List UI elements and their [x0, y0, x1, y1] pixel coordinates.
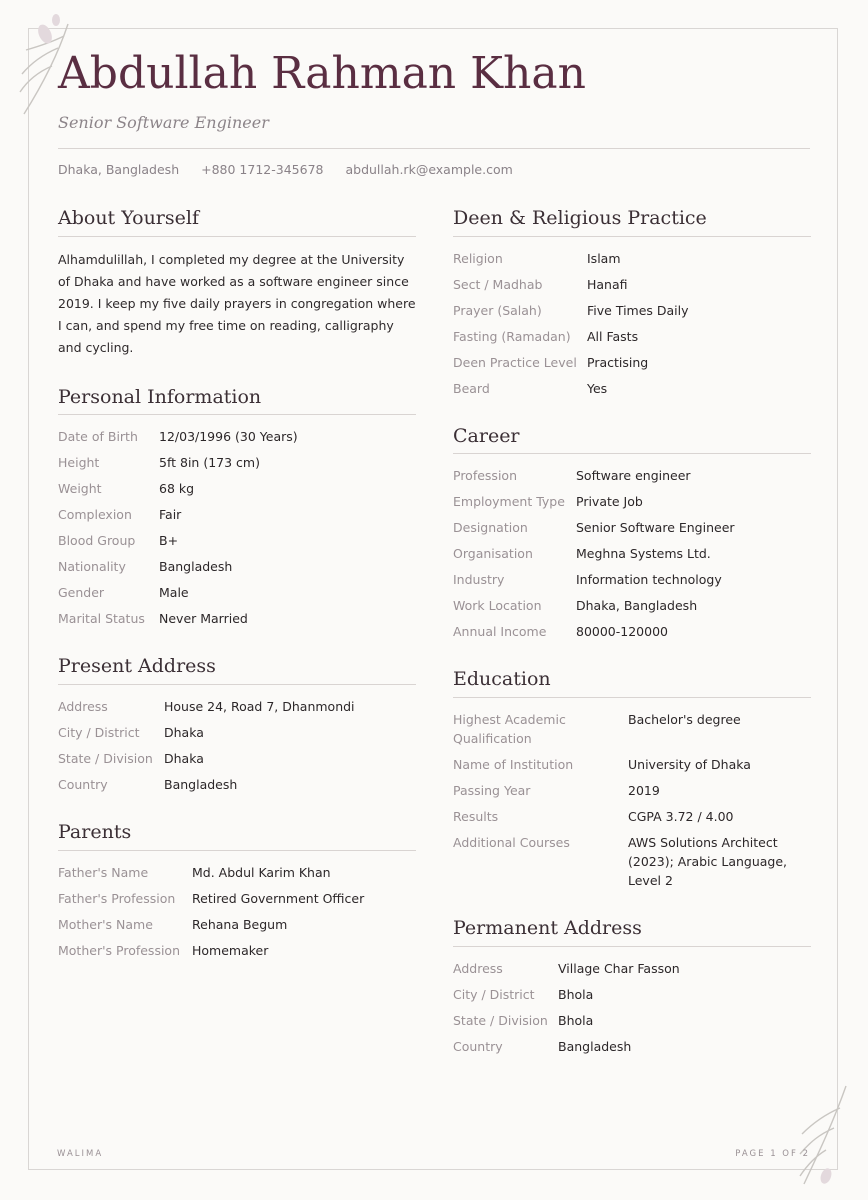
- info-row: [58, 915, 416, 934]
- info-row: [58, 557, 416, 576]
- field-value: Male: [159, 585, 189, 601]
- field-value: Bangladesh: [558, 1038, 632, 1054]
- field-value: Fair: [159, 507, 182, 523]
- info-row: [453, 327, 811, 346]
- footer-page-number: PAGE 1 OF 2: [735, 1149, 810, 1159]
- field-label: Address: [453, 960, 503, 976]
- info-row: [58, 697, 416, 716]
- field-label: Address: [58, 699, 108, 715]
- info-row: [453, 353, 811, 372]
- permanent-address-section: [453, 916, 811, 1056]
- field-label: Fasting (Ramadan): [453, 328, 571, 344]
- info-row: [453, 249, 811, 268]
- field-value: Bhola: [558, 986, 594, 1002]
- info-row: [58, 427, 416, 446]
- info-row: [58, 941, 416, 960]
- deen-section: [453, 206, 811, 398]
- field-value: Bangladesh: [164, 777, 238, 793]
- info-row: [453, 275, 811, 294]
- info-row: [58, 749, 416, 768]
- info-row: [58, 479, 416, 498]
- field-label: Date of Birth: [58, 429, 138, 445]
- info-row: [453, 833, 811, 890]
- field-value: CGPA 3.72 / 4.00: [628, 809, 734, 825]
- info-row: [453, 781, 811, 800]
- field-value: Dhaka: [164, 725, 204, 741]
- info-row: [58, 531, 416, 550]
- field-value: Bachelor's degree: [628, 712, 741, 728]
- info-row: [453, 710, 811, 748]
- field-label: Complexion: [58, 507, 132, 523]
- section-title: Permanent Address: [453, 916, 811, 947]
- section-title: Career: [453, 424, 811, 455]
- field-label: Nationality: [58, 559, 126, 575]
- contact-line: [58, 162, 513, 177]
- field-value: 5ft 8in (173 cm): [159, 455, 260, 471]
- field-label: Gender: [58, 585, 105, 601]
- field-label: Religion: [453, 250, 503, 266]
- profile-name: Abdullah Rahman Khan: [58, 48, 586, 99]
- info-row: [453, 379, 811, 398]
- career-section: [453, 424, 811, 642]
- field-label: Prayer (Salah): [453, 302, 542, 318]
- section-title: About Yourself: [58, 206, 416, 237]
- info-row: [453, 492, 811, 511]
- field-label: Annual Income: [453, 624, 547, 640]
- field-value: University of Dhaka: [628, 757, 751, 773]
- field-label: Country: [58, 777, 108, 793]
- section-title: Present Address: [58, 654, 416, 685]
- right-column: [453, 206, 811, 1082]
- field-value: 80000-120000: [576, 624, 668, 640]
- field-value: Five Times Daily: [587, 302, 689, 318]
- field-label: Work Location: [453, 598, 542, 614]
- field-value: Md. Abdul Karim Khan: [192, 864, 331, 880]
- education-section: [453, 667, 811, 890]
- field-label: State / Division: [453, 1012, 548, 1028]
- field-label: Weight: [58, 481, 102, 497]
- profile-title: Senior Software Engineer: [58, 113, 269, 132]
- field-value: Village Char Fasson: [558, 960, 680, 976]
- info-list: [58, 863, 416, 960]
- field-label: Additional Courses: [453, 835, 570, 851]
- about-text: Alhamdulillah, I completed my degree at the University of Dhaka and have worked as a software engineer since 2019. I keep my five daily prayers in congregation where I can, and spend my free time on reading, calligraphy and cycling.: [58, 251, 416, 355]
- field-label: Mother's Name: [58, 916, 153, 932]
- field-value: Practising: [587, 354, 649, 370]
- info-row: [453, 570, 811, 589]
- field-value: B+: [159, 533, 179, 549]
- info-row: [453, 622, 811, 641]
- field-label: Marital Status: [58, 611, 145, 627]
- info-row: [453, 301, 811, 320]
- info-list: [453, 466, 811, 641]
- field-label: Beard: [453, 380, 490, 396]
- field-label: Name of Institution: [453, 757, 574, 773]
- field-label: Profession: [453, 468, 517, 484]
- field-value: 2019: [628, 783, 660, 799]
- info-row: [453, 959, 811, 978]
- field-value: All Fasts: [587, 328, 639, 344]
- parents-section: [58, 820, 416, 960]
- field-label: Father's Name: [58, 864, 149, 880]
- field-label: Mother's Profession: [58, 942, 180, 958]
- field-label: City / District: [453, 986, 535, 1002]
- field-label: City / District: [58, 725, 140, 741]
- field-value: Retired Government Officer: [192, 890, 365, 906]
- field-value: Rehana Begum: [192, 916, 288, 932]
- field-label: Highest Academic Qualification: [453, 712, 566, 747]
- info-list: [453, 959, 811, 1056]
- footer-brand: WALIMA: [57, 1149, 104, 1159]
- field-value: House 24, Road 7, Dhanmondi: [164, 699, 355, 715]
- field-value: AWS Solutions Architect (2023); Arabic Language, Level 2: [628, 835, 788, 889]
- field-value: Bangladesh: [159, 559, 233, 575]
- field-value: Never Married: [159, 611, 248, 627]
- info-row: [453, 807, 811, 826]
- info-row: [453, 1037, 811, 1056]
- info-row: [58, 505, 416, 524]
- info-list: [453, 249, 811, 398]
- info-list: [58, 697, 416, 794]
- section-title: Personal Information: [58, 385, 416, 416]
- field-label: Father's Profession: [58, 890, 176, 906]
- field-value: Bhola: [558, 1012, 594, 1028]
- personal-section: [58, 385, 416, 629]
- present-address-section: [58, 654, 416, 794]
- contact-phone: +880 1712-345678: [201, 162, 324, 177]
- info-row: [453, 466, 811, 485]
- field-label: Employment Type: [453, 494, 565, 510]
- field-label: Blood Group: [58, 533, 136, 549]
- field-value: Homemaker: [192, 942, 269, 958]
- field-value: Meghna Systems Ltd.: [576, 546, 711, 562]
- field-value: 68 kg: [159, 481, 195, 497]
- info-row: [453, 985, 811, 1004]
- info-list: [453, 710, 811, 890]
- field-label: Sect / Madhab: [453, 276, 543, 292]
- contact-location: Dhaka, Bangladesh: [58, 162, 180, 177]
- field-value: Hanafi: [587, 276, 628, 292]
- field-label: Height: [58, 455, 100, 471]
- info-row: [58, 583, 416, 602]
- info-row: [453, 1011, 811, 1030]
- section-title: Deen & Religious Practice: [453, 206, 811, 237]
- field-value: Islam: [587, 250, 621, 266]
- field-value: Dhaka: [164, 751, 204, 767]
- info-row: [453, 544, 811, 563]
- field-value: 12/03/1996 (30 Years): [159, 429, 298, 445]
- field-value: Private Job: [576, 494, 643, 510]
- field-value: Information technology: [576, 572, 722, 588]
- info-row: [453, 518, 811, 537]
- info-row: [58, 775, 416, 794]
- field-label: Results: [453, 809, 499, 825]
- info-list: [58, 427, 416, 628]
- field-label: Country: [453, 1038, 503, 1054]
- header-divider: [58, 148, 810, 149]
- field-label: State / Division: [58, 751, 153, 767]
- info-row: [58, 889, 416, 908]
- about-section: [58, 206, 416, 359]
- field-value: Yes: [587, 380, 608, 396]
- info-row: [58, 723, 416, 742]
- field-value: Senior Software Engineer: [576, 520, 735, 536]
- field-label: Designation: [453, 520, 528, 536]
- info-row: [453, 596, 811, 615]
- info-row: [58, 453, 416, 472]
- left-column: [58, 206, 416, 986]
- field-label: Passing Year: [453, 783, 531, 799]
- leaf-branch-icon: [796, 1080, 858, 1190]
- info-row: [58, 609, 416, 628]
- field-label: Industry: [453, 572, 505, 588]
- contact-email: abdullah.rk@example.com: [345, 162, 513, 177]
- field-label: Organisation: [453, 546, 533, 562]
- field-value: Dhaka, Bangladesh: [576, 598, 698, 614]
- field-label: Deen Practice Level: [453, 354, 577, 370]
- section-title: Education: [453, 667, 811, 698]
- section-title: Parents: [58, 820, 416, 851]
- info-row: [453, 755, 811, 774]
- info-row: [58, 863, 416, 882]
- field-value: Software engineer: [576, 468, 691, 484]
